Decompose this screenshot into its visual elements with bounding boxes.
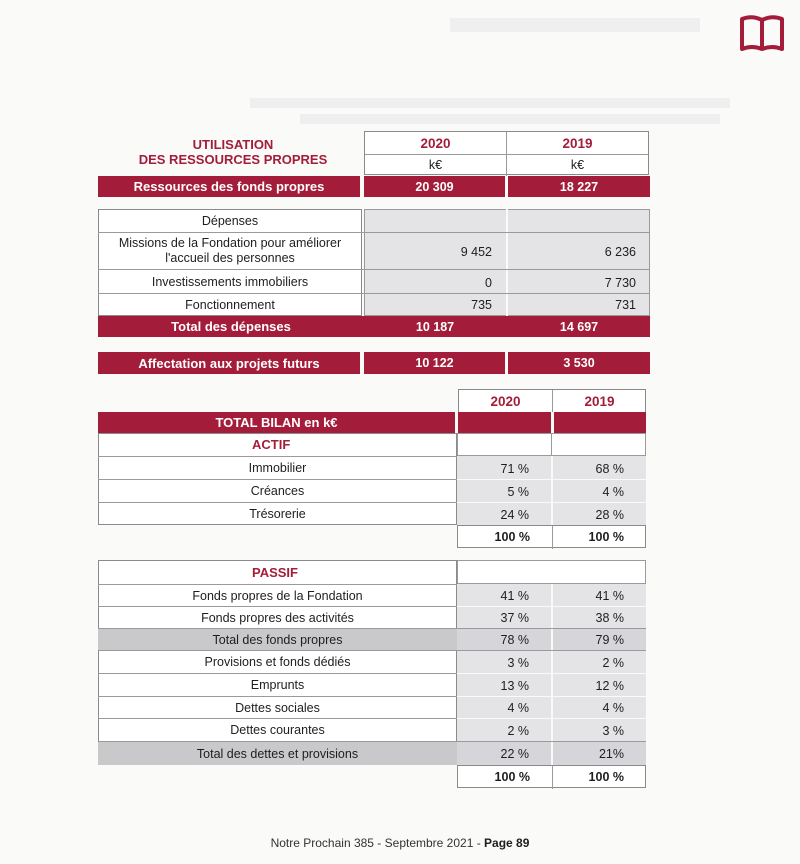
- resources-2020: 20 309: [415, 179, 454, 194]
- passif-row-2019: 12 %: [595, 679, 624, 693]
- page-number: Page 89: [484, 836, 530, 850]
- actif-row-2020: 5 %: [507, 485, 529, 499]
- passif-row-2020: 41 %: [500, 589, 529, 603]
- table1-col-2019: 2019: [562, 135, 593, 151]
- actif-row-2020: 24 %: [500, 508, 529, 522]
- passif-row-2019: 4 %: [602, 701, 624, 715]
- passif-row-2020: 2 %: [507, 724, 529, 738]
- table1-unit-2020: k€: [428, 157, 443, 172]
- passif-label: PASSIF: [252, 565, 298, 580]
- table1-year-header: [364, 131, 649, 175]
- passif-row-label: Fonds propres de la Fondation: [192, 588, 363, 603]
- expense-row-2019: 7 730: [604, 276, 636, 290]
- resources-label: Ressources des fonds propres: [133, 179, 325, 194]
- actif-row-label: Créances: [250, 484, 305, 498]
- open-book-icon: [739, 14, 785, 52]
- passif-row-2020: 3 %: [507, 656, 529, 670]
- total-expenses-row: [98, 316, 650, 337]
- actif-row-label: Trésorerie: [249, 507, 306, 521]
- bilan-col-2019: 2019: [584, 393, 615, 409]
- expense-row-2019: 6 236: [604, 245, 636, 259]
- expense-row-label: Missions de la Fondation pour améliorer l'accueil des personnes: [118, 236, 342, 265]
- affectation-2019: 3 530: [563, 356, 595, 370]
- footer-text: Notre Prochain 385 - Septembre 2021 -: [270, 836, 485, 850]
- actif-label: ACTIF: [252, 437, 291, 452]
- actif-total-row: [457, 525, 646, 548]
- expense-row-label: Dépenses: [201, 214, 259, 228]
- bilan-title: TOTAL BILAN en k€: [215, 415, 338, 430]
- bilan-year-header: [458, 389, 646, 413]
- passif-row-2019: 2 %: [602, 656, 624, 670]
- passif-total-2019: 100 %: [588, 770, 624, 784]
- passif-row-label: Total des dettes et provisions: [196, 746, 359, 761]
- page-footer: [0, 836, 800, 850]
- actif-row-2019: 4 %: [602, 485, 624, 499]
- table1-title-line1: UTILISATION: [192, 137, 274, 152]
- expense-row-label: Fonctionnement: [185, 298, 275, 312]
- total-expenses-label: Total des dépenses: [171, 319, 291, 334]
- table1-title: [118, 137, 348, 167]
- passif-row-2020: 4 %: [507, 701, 529, 715]
- bilan-col-2020: 2020: [490, 393, 521, 409]
- passif-row-label: Dettes sociales: [235, 700, 320, 715]
- actif-row-label: Immobilier: [248, 461, 307, 475]
- table1-unit-2019: k€: [570, 157, 585, 172]
- affectation-2020: 10 122: [415, 356, 454, 370]
- passif-row-label: Dettes courantes: [230, 723, 325, 737]
- actif-total-2020: 100 %: [494, 530, 530, 544]
- passif-row-2020: 37 %: [500, 611, 529, 625]
- passif-row-2019: 38 %: [595, 611, 624, 625]
- table1-col-2020: 2020: [420, 135, 451, 151]
- passif-row-2020: 78 %: [500, 633, 529, 647]
- actif-row-2019: 68 %: [595, 462, 624, 476]
- expense-row-2020: 735: [471, 298, 492, 312]
- total-expenses-2020: 10 187: [415, 319, 455, 334]
- passif-row-2019: 3 %: [602, 724, 624, 738]
- show-through-mark: [250, 98, 730, 108]
- table1-title-line2: DES RESSOURCES PROPRES: [138, 152, 328, 167]
- passif-total-row: [457, 765, 646, 788]
- resources-row: [98, 176, 650, 197]
- expense-row-2020: 0: [485, 276, 492, 290]
- actif-row-2020: 71 %: [500, 462, 529, 476]
- actif-total-2019: 100 %: [588, 530, 624, 544]
- expense-row-label: Investissements immobiliers: [151, 274, 309, 289]
- bilan-title-row: [98, 412, 646, 433]
- passif-row-label: Emprunts: [250, 678, 305, 692]
- passif-row-2020: 13 %: [500, 679, 529, 693]
- affectation-label: Affectation aux projets futurs: [138, 355, 320, 371]
- actif-row-2019: 28 %: [595, 508, 624, 522]
- expense-row-2020: 9 452: [460, 245, 492, 259]
- passif-row-label: Provisions et fonds dédiés: [204, 655, 351, 669]
- show-through-mark: [300, 114, 720, 124]
- show-through-mark: [450, 18, 700, 32]
- passif-row-2019: 21%: [598, 747, 624, 761]
- passif-total-2020: 100 %: [494, 770, 530, 784]
- expense-row-2019: 731: [615, 298, 636, 312]
- resources-2019: 18 227: [559, 179, 599, 194]
- passif-row-2020: 22 %: [500, 747, 529, 761]
- total-expenses-2019: 14 697: [559, 319, 599, 334]
- passif-row-label: Fonds propres des activités: [201, 610, 354, 625]
- affectation-row: [98, 352, 650, 374]
- passif-row-2019: 41 %: [595, 589, 624, 603]
- passif-row-2019: 79 %: [595, 633, 624, 647]
- passif-row-label: Total des fonds propres: [212, 632, 343, 647]
